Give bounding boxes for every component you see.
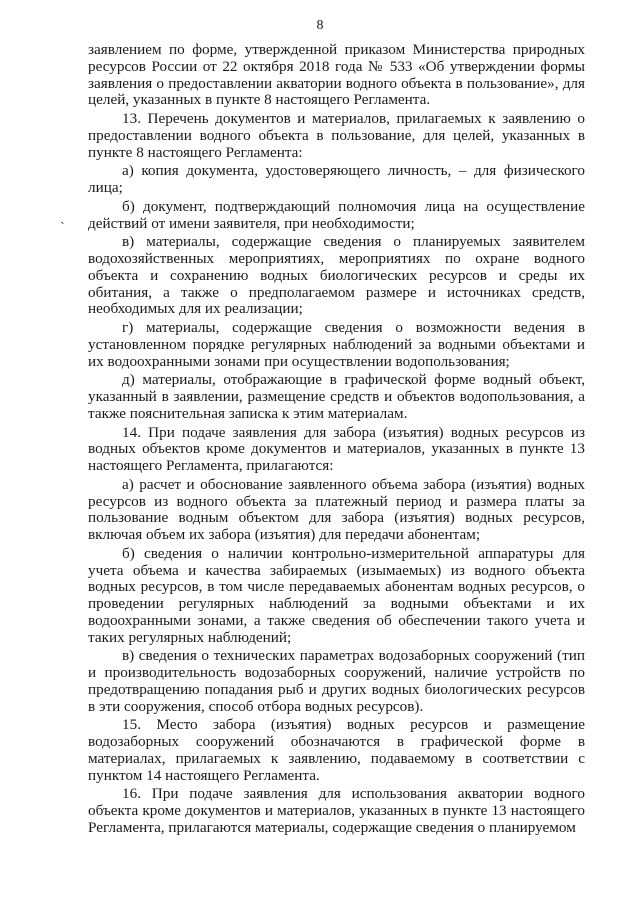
paragraph-item-14v: в) сведения о технических параметрах водозаборных сооружений (тип и производительность водозаборных сооружений, наличие устройств по предотвращению попадания рыб и других водных биологических ресурсов в эти сооружения, способ отбора водных ресурсов). (88, 647, 585, 715)
paragraph-item-16: 16. При подаче заявления для использования акватории водного объекта кроме документов и материалов, указанных в пункте 13 настоящего Регламента, прилагаются материалы, содержащие сведения о планируемом (88, 785, 585, 836)
paragraph-item-13g: г) материалы, содержащие сведения о возможности ведения в установленном порядке регулярных наблюдений за водными объектами и их водоохранными зонами при осуществлении водопользования; (88, 319, 585, 370)
paragraph-item-13d: д) материалы, отображающие в графической форме водный объект, указанный в заявлении, размещение средств и объектов водопользования, а также пояснительная записка к этим материалам. (88, 371, 585, 422)
paragraph-item-14: 14. При подаче заявления для забора (изъятия) водных ресурсов из водных объектов кроме документов и материалов, указанных в пункте 13 настоящего Регламента, прилагаются: (88, 423, 585, 474)
paragraph-continuation: заявлением по форме, утвержденной приказом Министерства природных ресурсов России от 22 октября 2018 года № 533 «Об утверждении формы заявления о предоставлении акватории водного объекта в пользование», для целей, указанных в пункте 8 настоящего Регламента. (88, 41, 585, 109)
paragraph-item-13a: а) копия документа, удостоверяющего личность, – для физического лица; (88, 162, 585, 196)
paragraph-item-13b: б) документ, подтверждающий полномочия лица на осуществление действий от имени заявителя, при необходимости; (88, 197, 585, 232)
page-number: 8 (316, 18, 324, 33)
scan-mark: ˎ (60, 210, 65, 225)
paragraph-item-13v: в) материалы, содержащие сведения о планируемых заявителем водохозяйственных мероприятиях, мероприятиях по охране водного объекта и сохранению водных биологических ресурсов и среды их обитания, а также о предполагаемом размере и источниках средств, необходимых для их реализации; (88, 233, 585, 318)
document-body (88, 42, 585, 839)
paragraph-item-14a: а) расчет и обоснование заявленного объема забора (изъятия) водных ресурсов из водного объекта за платежный период и размера платы за пользование водным объектом для забора (изъятия) водных ресурсов, включая объем их забора (изъятия) для передачи абонентам; (88, 475, 585, 543)
paragraph-item-15: 15. Место забора (изъятия) водных ресурсов и размещение водозаборных сооружений обозначаются в графической форме в материалах, прилагаемых к заявлению, подаваемому в соответствии с пунктом 14 настоящего Регламента. (88, 716, 585, 784)
paragraph-item-13: 13. Перечень документов и материалов, прилагаемых к заявлению о предоставлении водного объекта в пользование, для целей, указанных в пункте 8 настоящего Регламента: (88, 110, 585, 161)
paragraph-item-14b: б) сведения о наличии контрольно-измерительной аппаратуры для учета объема и качества забираемых (изымаемых) из водного объекта водных ресурсов, в том числе передаваемых абонентам водных ресурсов, о проведении регулярных наблюдений за водными объектами и их водоохранными зонами, а также сведения об обеспечении такого учета и таких регулярных наблюдений; (88, 544, 585, 646)
